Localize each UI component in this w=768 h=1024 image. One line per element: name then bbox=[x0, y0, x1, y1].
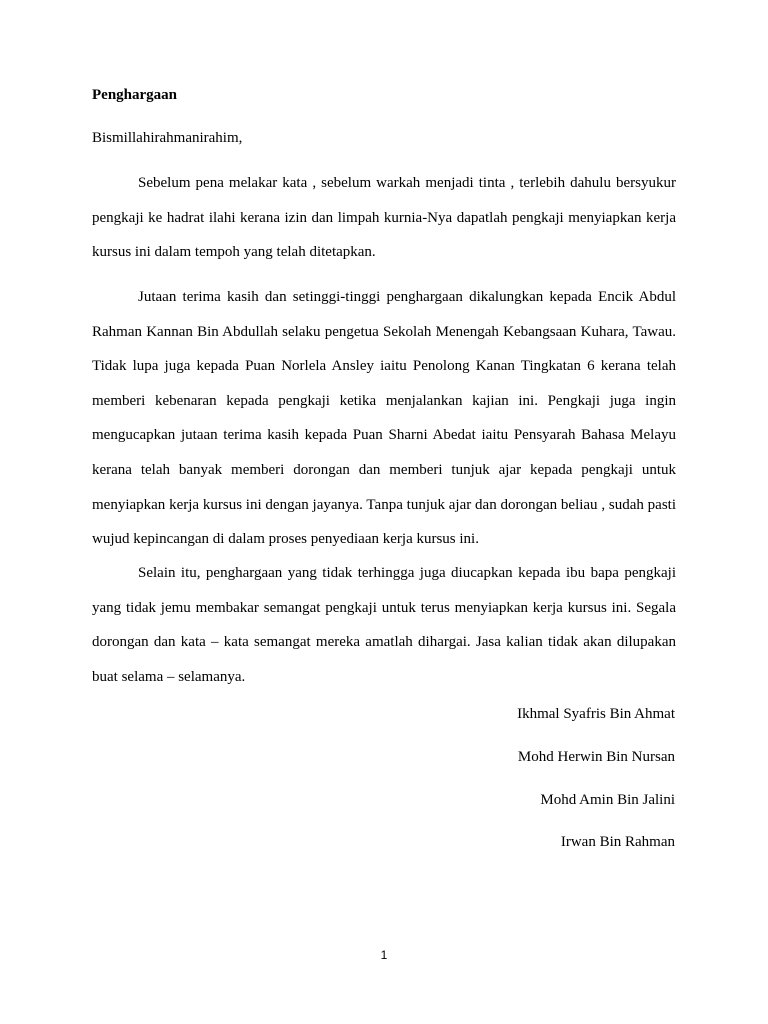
signatory-name: Mohd Herwin Bin Nursan bbox=[517, 749, 675, 765]
salutation: Bismillahirahmanirahim, bbox=[92, 130, 243, 146]
page-number: 1 bbox=[380, 948, 388, 962]
paragraph-acknowledgements: Jutaan terima kasih dan setinggi-tinggi penghargaan dikalungkan kepada Encik Abdul Rahman Kannan Bin Abdullah selaku pengetua Sekolah Menengah Kebangsaan Kuhara, Tawau. Tidak lupa juga kepada Puan Norlela Ansley iaitu Penolong Kanan Tingkatan 6 kerana telah memberi kebenaran kepada pengkaji ketika menjalankan kajian ini. Pengkaji juga ingin mengucapkan jutaan terima kasih kepada Puan Sharni Abedat iaitu Pensyarah Bahasa Melayu kerana telah banyak memberi dorongan dan memberi tunjuk ajar kepada pengkaji untuk menyiapkan kerja kursus ini dengan jayanya. Tanpa tunjuk ajar dan dorongan beliau , sudah pasti wujud kepincangan di dalam proses penyediaan kerja kursus ini. bbox=[92, 289, 676, 548]
page-title: Penghargaan bbox=[92, 87, 178, 103]
paragraph-gratitude: Sebelum pena melakar kata , sebelum warkah menjadi tinta , terlebih dahulu bersyukur pengkaji ke hadrat ilahi kerana izin dan limpah kurnia-Nya dapatlah pengkaji menyiapkan kerja kursus ini dalam tempoh yang telah ditetapkan. bbox=[92, 175, 676, 261]
signatory-name: Irwan Bin Rahman bbox=[560, 834, 675, 850]
paragraph-parents: Selain itu, penghargaan yang tidak terhingga juga diucapkan kepada ibu bapa pengkaji yang tidak jemu membakar semangat pengkaji untuk terus menyiapkan kerja kursus ini. Segala dorongan dan kata – kata semangat mereka amatlah dihargai. Jasa kalian tidak akan dilupakan buat selama – selamanya. bbox=[92, 565, 676, 685]
signatory-name: Ikhmal Syafris Bin Ahmat bbox=[517, 706, 675, 722]
signatory-name: Mohd Amin Bin Jalini bbox=[540, 792, 675, 808]
